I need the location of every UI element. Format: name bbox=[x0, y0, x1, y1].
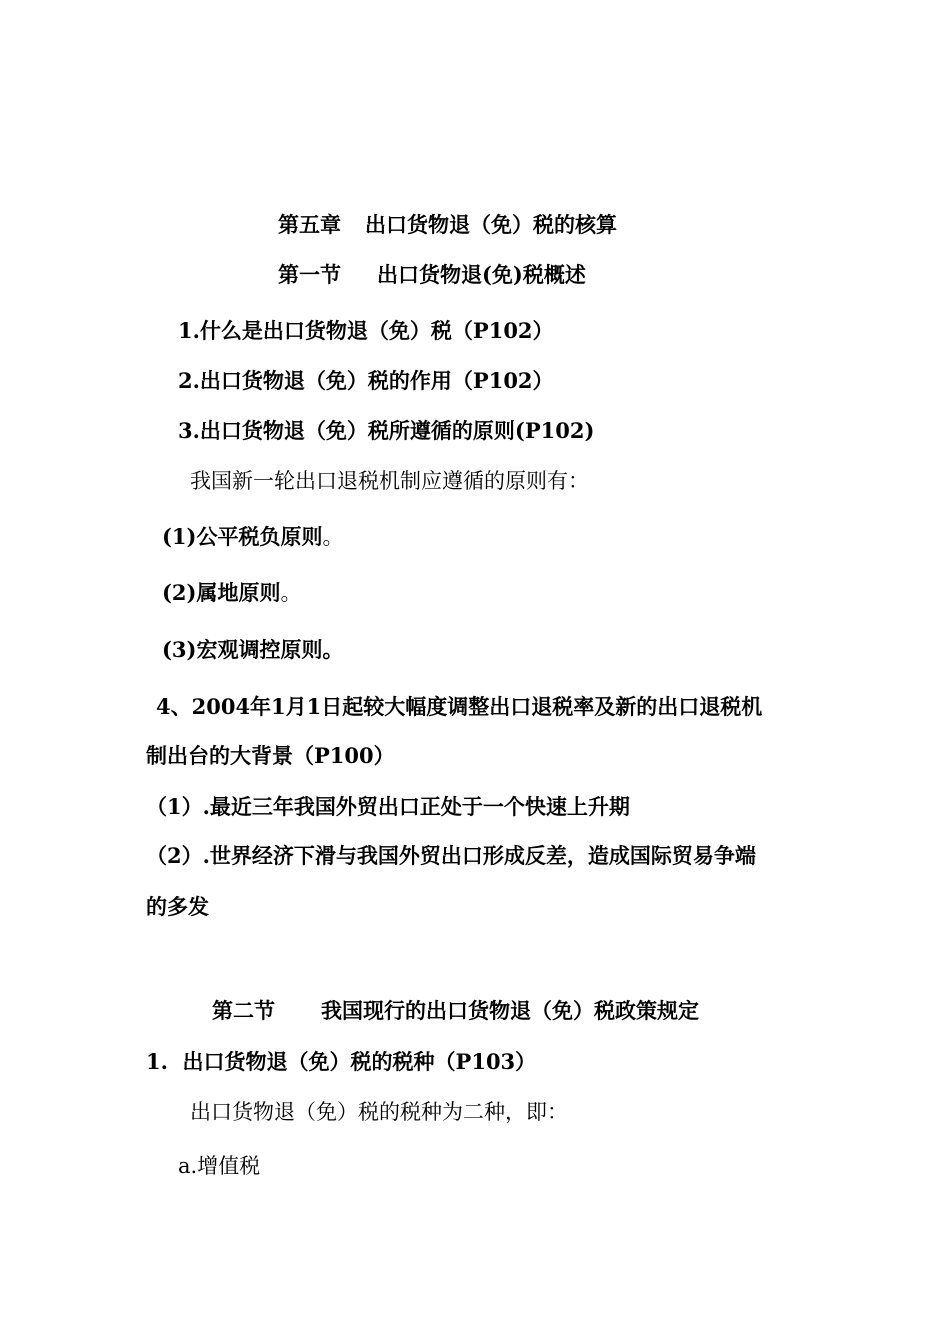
principle-3 bbox=[162, 639, 343, 660]
chapter-number: 第五章 bbox=[278, 212, 341, 237]
section1-item-1: 1.什么是出口货物退（免）税（P102） bbox=[178, 318, 554, 343]
principle-2 bbox=[162, 582, 301, 604]
principle-2-label: (2) bbox=[162, 580, 197, 605]
section2-title: 我国现行的出口货物退（免）税政策规定 bbox=[321, 998, 699, 1023]
principle-2-text: 属地原则 bbox=[196, 580, 281, 605]
principle-1-text: 公平税负原则 bbox=[196, 524, 323, 549]
section2-heading bbox=[212, 1000, 699, 1021]
principle-1-end: 。 bbox=[322, 525, 344, 549]
background-point-1: （1）.最近三年我国外贸出口正处于一个快速上升期 bbox=[146, 794, 630, 819]
principle-1-label: (1) bbox=[162, 524, 197, 549]
background-point-2-line1: （2）.世界经济下滑与我国外贸出口形成反差，造成国际贸易争端 bbox=[146, 843, 756, 868]
item4-line1: 4、2004年1月1日起较大幅度调整出口退税率及新的出口退税机 bbox=[156, 694, 763, 719]
background-point-2-line2: 的多发 bbox=[146, 894, 209, 919]
section1-item-3: 3.出口货物退（免）税所遵循的原则(P102) bbox=[178, 418, 595, 443]
chapter-title bbox=[278, 214, 617, 235]
section2-item-1: 1. 出口货物退（免）税的税种（P103） bbox=[146, 1049, 537, 1074]
principle-2-end: 。 bbox=[280, 581, 302, 605]
section2-intro: 出口货物退（免）税的税种为二种，即： bbox=[190, 1100, 568, 1124]
principle-1 bbox=[162, 526, 343, 548]
section1-title: 出口货物退(免)税概述 bbox=[377, 262, 586, 287]
principles-intro: 我国新一轮出口退税机制应遵循的原则有： bbox=[190, 469, 589, 493]
section2-number: 第二节 bbox=[212, 998, 275, 1023]
section1-item-2: 2.出口货物退（免）税的作用（P102） bbox=[178, 368, 554, 393]
tax-type-a: a.增值税 bbox=[178, 1154, 261, 1178]
principle-3-text: 宏观调控原则 bbox=[196, 637, 323, 662]
item4-line2: 制出台的大背景（P100） bbox=[146, 743, 395, 768]
section1-heading bbox=[278, 264, 586, 285]
principle-3-end: 。 bbox=[322, 637, 344, 662]
principle-3-label: (3) bbox=[162, 637, 197, 662]
chapter-title-text: 出口货物退（免）税的核算 bbox=[365, 212, 617, 237]
section1-number: 第一节 bbox=[278, 262, 341, 287]
